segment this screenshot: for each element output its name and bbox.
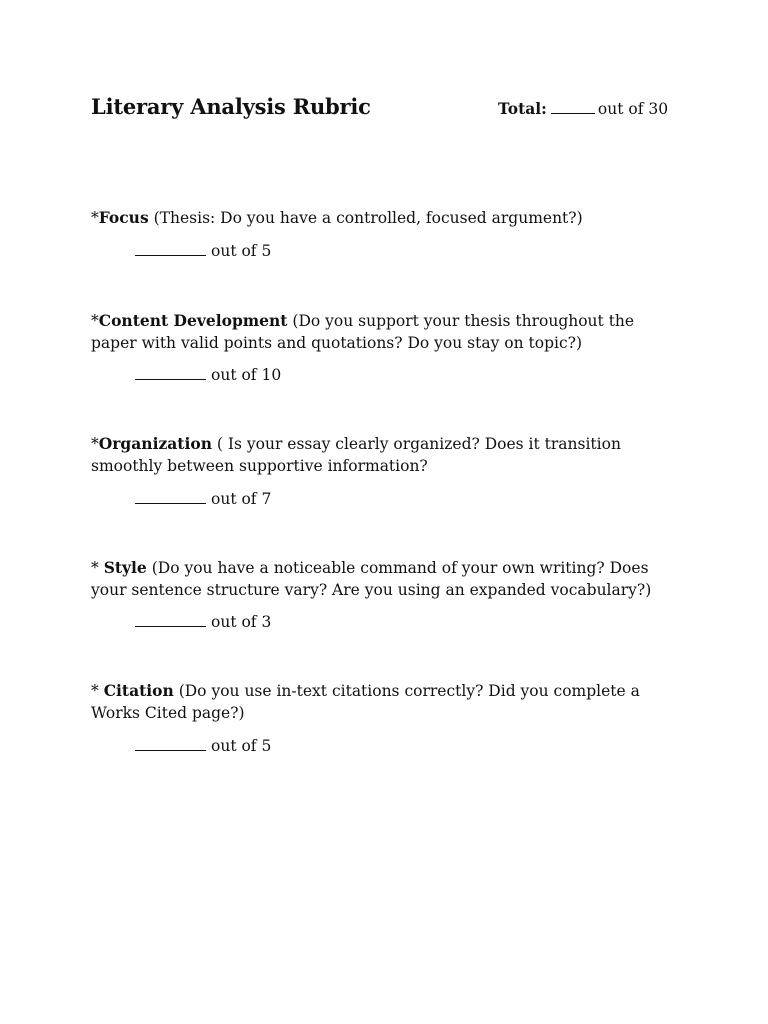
criterion-text	[91, 310, 681, 354]
criterion-description: ( Is your essay clearly organized? Does it transition smoothly between supportive information?	[91, 435, 621, 475]
score-blank[interactable]	[135, 738, 206, 751]
criterion-name: Style	[103, 558, 147, 577]
criterion-prefix: *	[91, 312, 99, 330]
criterion-description: (Do you have a noticeable command of your own writing? Does your sentence structure vary? Are you using an expanded vocabulary?)	[91, 559, 652, 599]
criterion-style	[91, 557, 681, 601]
criterion-description: (Do you support your thesis throughout the paper with valid points and quotations? Do you stay on topic?)	[91, 312, 635, 352]
criterion-text	[91, 557, 681, 601]
score-line-organization	[135, 490, 271, 508]
score-line-content-development	[135, 366, 281, 384]
score-blank[interactable]	[135, 367, 206, 380]
criterion-prefix: *	[91, 559, 104, 577]
total-label: Total:	[498, 99, 547, 118]
page-title: Literary Analysis Rubric	[91, 94, 371, 119]
criterion-name: Organization	[98, 434, 212, 453]
criterion-text	[91, 433, 681, 477]
score-line-style	[135, 613, 271, 631]
criterion-description: (Do you use in-text citations correctly? Did you complete a Works Cited page?)	[91, 682, 640, 722]
score-text: out of 10	[211, 366, 282, 384]
score-blank[interactable]	[135, 614, 206, 627]
criterion-prefix: *	[91, 682, 104, 700]
criterion-text	[91, 680, 681, 724]
total-score	[498, 99, 668, 118]
criterion-citation	[91, 680, 681, 724]
total-suffix: out of 30	[597, 100, 669, 118]
criterion-focus	[91, 207, 681, 229]
criterion-content-development	[91, 310, 681, 354]
criterion-name: Focus	[98, 208, 149, 227]
criterion-prefix: *	[91, 209, 99, 227]
criterion-description: (Thesis: Do you have a controlled, focused argument?)	[148, 209, 583, 227]
criterion-name: Citation	[103, 681, 174, 700]
score-blank[interactable]	[135, 491, 206, 504]
score-text: out of 7	[211, 490, 272, 508]
score-text: out of 3	[211, 613, 272, 631]
score-blank[interactable]	[135, 243, 206, 256]
criterion-prefix: *	[91, 435, 99, 453]
criterion-organization	[91, 433, 681, 477]
score-line-focus	[135, 242, 271, 260]
score-text: out of 5	[211, 242, 272, 260]
criterion-name: Content Development	[98, 311, 288, 330]
score-text: out of 5	[211, 737, 272, 755]
score-line-citation	[135, 737, 271, 755]
total-blank[interactable]	[551, 101, 595, 114]
criterion-text	[91, 207, 681, 229]
